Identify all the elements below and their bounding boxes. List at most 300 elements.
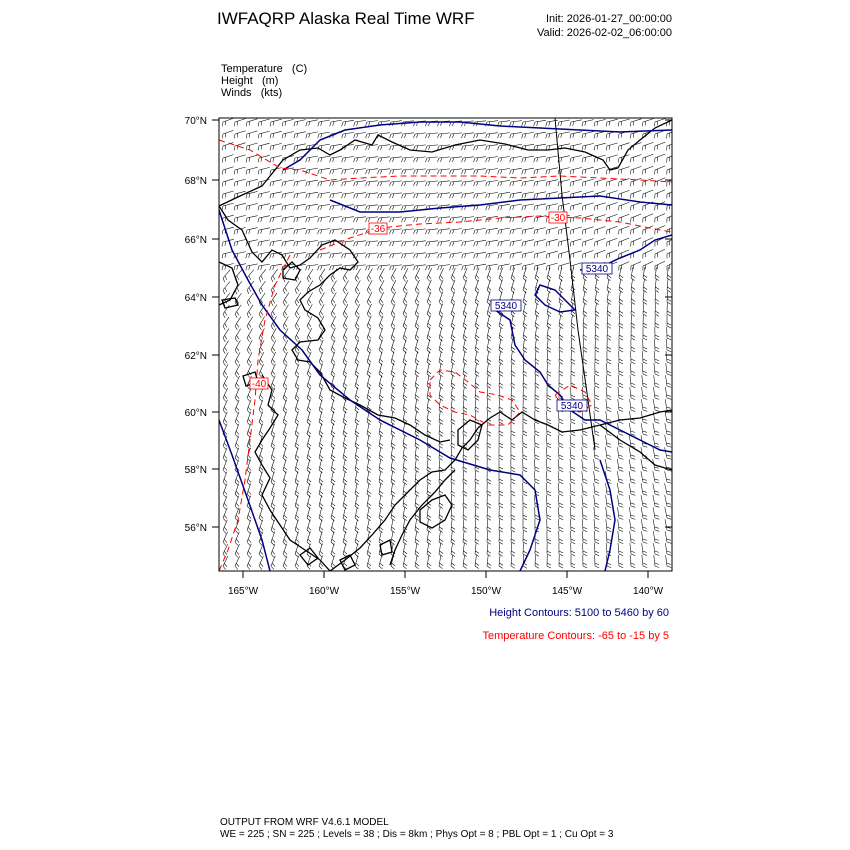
wind-barb xyxy=(235,532,239,546)
wind-barb xyxy=(546,204,558,211)
wind-barb xyxy=(451,411,455,424)
wind-barb xyxy=(475,292,479,306)
wind-barb xyxy=(499,483,503,496)
wind-barb xyxy=(487,531,491,544)
wind-barb xyxy=(570,507,575,520)
wind-barb xyxy=(270,180,282,187)
wind-barb xyxy=(331,459,335,473)
wind-barb xyxy=(283,508,287,522)
wind-barb xyxy=(498,264,510,270)
wind-barb xyxy=(653,495,659,507)
wind-barb xyxy=(415,399,419,413)
wind-barb xyxy=(570,435,575,448)
wind-barb xyxy=(415,447,419,460)
wind-barb xyxy=(271,532,275,546)
wind-barb xyxy=(667,327,671,340)
wind-barb xyxy=(401,181,414,186)
wind-barb xyxy=(486,228,498,234)
wind-barb xyxy=(462,252,474,258)
wind-barb xyxy=(318,192,330,198)
wind-barb xyxy=(534,168,546,174)
wind-barb xyxy=(653,423,659,435)
wind-barb xyxy=(475,531,479,544)
wind-barb xyxy=(450,265,462,271)
wind-barb xyxy=(534,180,546,186)
wind-barb xyxy=(486,145,498,151)
wind-barb xyxy=(366,181,378,186)
wind-barb xyxy=(331,471,335,485)
wind-barb xyxy=(570,263,581,271)
wind-barb xyxy=(583,327,587,340)
wind-barb xyxy=(619,226,630,234)
wind-barb xyxy=(307,423,311,437)
wind-barb xyxy=(535,351,539,364)
wind-barb xyxy=(654,363,659,376)
wind-barb xyxy=(294,192,306,198)
wind-barb xyxy=(391,471,395,485)
wind-barb xyxy=(270,192,282,199)
wind-barb xyxy=(425,181,438,186)
wind-barb xyxy=(630,155,641,163)
wind-barb xyxy=(451,423,455,436)
wind-barb xyxy=(653,483,660,495)
wind-barb xyxy=(535,459,540,472)
wind-barb xyxy=(283,496,287,510)
wind-barb xyxy=(235,496,239,510)
wind-barb xyxy=(331,423,335,437)
wind-barb xyxy=(318,217,330,223)
lon-label: 155°W xyxy=(389,586,421,597)
wind-barb xyxy=(391,459,395,473)
wind-barb xyxy=(499,327,503,341)
wind-barb xyxy=(534,120,546,126)
wind-barb xyxy=(425,157,438,162)
wind-barb xyxy=(463,399,467,412)
wind-barb xyxy=(355,423,359,437)
wind-barb xyxy=(582,435,587,448)
wind-barb xyxy=(570,227,581,234)
wind-barb xyxy=(427,339,431,353)
wind-barb xyxy=(655,154,666,163)
wind-barb xyxy=(535,303,539,317)
wind-barb xyxy=(415,375,419,389)
wind-barb xyxy=(427,543,431,556)
wind-barb xyxy=(582,251,593,259)
wind-barb xyxy=(389,169,402,174)
wind-barb xyxy=(401,133,414,138)
wind-barb xyxy=(294,132,306,139)
wind-barb xyxy=(486,133,498,139)
wind-barb xyxy=(353,229,366,234)
wind-barb xyxy=(318,229,330,235)
wind-barb xyxy=(365,253,378,258)
wind-barb xyxy=(558,483,563,496)
wind-barb xyxy=(474,240,486,246)
wind-barb xyxy=(559,363,563,376)
wind-barb xyxy=(594,227,605,235)
wind-barb xyxy=(401,205,414,210)
wind-barb xyxy=(343,411,347,425)
wind-barb xyxy=(510,168,522,174)
wind-barb xyxy=(247,424,251,438)
wind-barb xyxy=(379,375,383,389)
wind-barb xyxy=(427,447,431,460)
wind-barb xyxy=(606,387,611,400)
wind-barb xyxy=(463,483,467,496)
wind-barb xyxy=(427,423,431,436)
wind-barb xyxy=(342,132,354,138)
wind-barb xyxy=(511,423,515,436)
wind-barb xyxy=(307,483,311,497)
wind-barb xyxy=(535,555,539,568)
wind-barb xyxy=(331,483,335,497)
wind-barb xyxy=(294,228,306,234)
wind-barb xyxy=(667,303,671,316)
wind-barb xyxy=(355,411,359,425)
wind-barb xyxy=(631,339,635,352)
wind-barb xyxy=(331,352,335,366)
wind-barb xyxy=(355,292,360,305)
wind-barb xyxy=(295,328,300,342)
wind-barb xyxy=(619,327,623,340)
wind-barb xyxy=(643,279,647,292)
wind-barb xyxy=(306,180,318,186)
wind-barb xyxy=(667,267,671,280)
wind-barb xyxy=(439,411,443,424)
wind-barb xyxy=(487,327,491,341)
wind-barb xyxy=(270,228,282,234)
wind-barb xyxy=(330,229,342,235)
wind-barb xyxy=(427,351,431,365)
wind-barb xyxy=(367,363,371,377)
wind-barb xyxy=(391,363,395,377)
wind-barb xyxy=(617,483,623,495)
wind-barb xyxy=(403,268,408,281)
wind-barb xyxy=(583,555,587,568)
wind-barb xyxy=(306,229,318,235)
temperature-label: -40 xyxy=(251,379,267,390)
wind-barb xyxy=(462,229,474,235)
wind-barb xyxy=(665,387,671,399)
wind-barb xyxy=(353,265,366,270)
wind-barb xyxy=(271,340,276,353)
wind-barb xyxy=(643,267,647,281)
wind-barb xyxy=(439,507,443,520)
wind-barb xyxy=(570,239,581,247)
wind-barb xyxy=(511,351,515,364)
wind-barb xyxy=(283,352,288,366)
wind-barb xyxy=(582,227,593,235)
wind-barb xyxy=(535,435,540,448)
wind-barb xyxy=(522,156,534,162)
wind-barb xyxy=(307,507,311,521)
wind-barb xyxy=(331,507,335,521)
wind-barb xyxy=(641,399,647,411)
wind-barb xyxy=(427,280,431,294)
wind-barb xyxy=(354,157,366,163)
wind-barb xyxy=(559,375,563,388)
field-height: Height (m) xyxy=(221,75,279,87)
wind-barb xyxy=(475,303,479,317)
wind-barb xyxy=(355,519,359,533)
wind-barb xyxy=(655,214,665,223)
wind-barb xyxy=(343,269,349,282)
wind-barb xyxy=(377,181,390,186)
wind-barb xyxy=(307,447,311,461)
wind-barb xyxy=(594,119,606,126)
wind-barb xyxy=(283,459,287,473)
wind-barb xyxy=(355,352,359,366)
wind-barb xyxy=(523,519,527,532)
wind-barb xyxy=(475,363,479,376)
wind-barb xyxy=(666,339,671,352)
wind-barb xyxy=(295,483,299,497)
wind-barb xyxy=(379,435,383,448)
wind-barb xyxy=(367,280,372,293)
wind-barb xyxy=(403,507,407,520)
wind-barb xyxy=(247,352,252,365)
wind-barb xyxy=(295,556,299,570)
wind-barb xyxy=(355,375,359,389)
wind-barb xyxy=(235,376,240,390)
wind-barb xyxy=(223,376,228,389)
wind-barb xyxy=(403,363,407,377)
wind-barb xyxy=(437,193,450,198)
wind-barb xyxy=(247,472,251,486)
wind-barb xyxy=(330,181,342,187)
alaska-peninsula xyxy=(390,470,455,565)
wind-barb xyxy=(499,363,503,376)
wind-barb xyxy=(547,303,551,317)
wind-barb xyxy=(547,531,551,544)
wind-barb xyxy=(631,291,635,304)
wind-barb xyxy=(607,363,612,376)
wind-barb xyxy=(523,327,527,341)
wind-barb xyxy=(247,484,251,498)
wind-barb xyxy=(474,228,486,234)
wind-barb xyxy=(595,327,599,340)
wind-barb xyxy=(582,471,587,483)
wind-barb xyxy=(377,205,390,210)
wind-barb xyxy=(498,180,510,186)
wind-barb xyxy=(486,204,498,210)
wind-barb xyxy=(522,180,534,186)
wind-barb xyxy=(619,291,623,304)
wind-barb xyxy=(463,292,467,306)
wind-barb xyxy=(665,411,671,423)
wind-barb xyxy=(223,412,227,426)
wind-barb xyxy=(487,292,491,306)
wind-barb xyxy=(630,531,636,543)
wind-barb xyxy=(379,292,384,305)
wind-barb xyxy=(630,119,641,127)
wind-barb xyxy=(487,375,491,388)
wind-barb xyxy=(318,168,330,174)
wind-barb xyxy=(319,340,323,354)
wind-barb xyxy=(558,132,570,138)
wind-barb xyxy=(343,471,347,485)
wind-barb xyxy=(618,399,623,411)
wind-barb xyxy=(271,460,275,474)
wind-barb xyxy=(511,447,515,460)
wind-barb xyxy=(259,352,264,365)
lat-label: 70°N xyxy=(184,116,207,127)
wind-barb xyxy=(247,317,253,330)
wind-barb xyxy=(571,363,575,376)
wind-barb xyxy=(247,400,251,414)
wind-barb xyxy=(474,217,486,223)
wind-barb xyxy=(547,339,551,352)
wind-barb xyxy=(450,241,462,247)
wind-barb xyxy=(486,181,498,187)
model-footer xyxy=(220,817,613,841)
wind-barb xyxy=(437,133,450,138)
wind-barb xyxy=(331,531,335,545)
wind-barb xyxy=(546,483,551,496)
wind-barb xyxy=(594,167,605,174)
wind-barb xyxy=(427,304,431,318)
wind-barb xyxy=(353,217,366,222)
wind-barb xyxy=(439,351,443,365)
wind-barb xyxy=(558,263,569,271)
wind-barb xyxy=(258,192,270,199)
wind-barb xyxy=(282,132,294,139)
wind-barb xyxy=(319,519,323,533)
wind-barb xyxy=(511,519,515,532)
wind-barb xyxy=(643,166,654,174)
wind-barb xyxy=(295,447,299,461)
wind-barb xyxy=(618,555,623,568)
wind-barb xyxy=(499,351,503,364)
wind-barb xyxy=(463,387,467,400)
wind-barb xyxy=(510,204,522,210)
wind-barb xyxy=(367,459,371,473)
wind-barb xyxy=(235,364,240,378)
wind-barb xyxy=(403,555,407,569)
wind-barb xyxy=(343,483,347,497)
wind-barb xyxy=(607,250,618,258)
wind-barb xyxy=(463,519,467,532)
wind-barb xyxy=(606,203,617,211)
wind-barb xyxy=(283,484,287,498)
wind-barb xyxy=(223,270,230,282)
wind-barb xyxy=(451,399,455,412)
wind-barb xyxy=(605,459,611,471)
wind-barb xyxy=(438,241,450,247)
lon-label: 160°W xyxy=(308,586,340,597)
wind-barb xyxy=(618,507,624,519)
wind-barb xyxy=(283,340,288,353)
wind-barb xyxy=(222,191,233,198)
wind-barb xyxy=(439,316,443,330)
wind-barb xyxy=(425,193,438,198)
wind-barb xyxy=(427,483,431,496)
wind-barb xyxy=(474,193,486,199)
wind-barb xyxy=(427,411,431,424)
lon-label: 145°W xyxy=(551,586,583,597)
wind-barb xyxy=(631,327,635,340)
wind-barb xyxy=(415,280,420,294)
wind-barb xyxy=(510,252,522,258)
wind-barb xyxy=(389,241,402,246)
wind-barb xyxy=(665,543,671,555)
wind-barb xyxy=(354,193,366,199)
wind-barb xyxy=(654,375,660,387)
lon-label: 140°W xyxy=(632,586,664,597)
wind-barb xyxy=(355,531,359,545)
wind-barb xyxy=(439,531,443,544)
wind-barb xyxy=(367,423,371,437)
wind-barb xyxy=(270,119,282,126)
wind-barb xyxy=(630,375,635,388)
wind-barb xyxy=(582,495,587,508)
wind-barb xyxy=(354,145,366,151)
wind-barb xyxy=(306,132,318,138)
wind-barb xyxy=(582,447,587,460)
lat-label: 56°N xyxy=(184,523,207,534)
wind-barb xyxy=(377,217,390,222)
wind-barb xyxy=(462,181,474,187)
wind-barb xyxy=(283,293,289,306)
wind-barb xyxy=(571,543,575,556)
model-version: OUTPUT FROM WRF V4.6.1 MODEL xyxy=(220,817,389,828)
wind-barb xyxy=(546,227,558,234)
wind-barb xyxy=(378,145,390,151)
wind-barb xyxy=(415,387,419,401)
wind-barb xyxy=(403,340,407,354)
wind-barb xyxy=(463,471,467,484)
wind-barb xyxy=(306,216,318,222)
wind-barb xyxy=(403,543,407,557)
latitude-labels xyxy=(185,116,207,534)
wind-barb xyxy=(450,229,462,235)
wind-barb xyxy=(343,328,347,342)
wind-barb xyxy=(259,496,263,510)
wind-barb xyxy=(283,269,290,282)
wind-barb xyxy=(523,303,527,317)
wind-barb xyxy=(379,555,383,569)
wind-barb xyxy=(390,133,402,138)
wind-barb xyxy=(403,387,407,401)
wind-barb xyxy=(499,495,503,508)
yukon-delta xyxy=(255,375,330,571)
wind-barb xyxy=(389,205,402,210)
wind-barb xyxy=(570,495,575,508)
wind-barb xyxy=(643,327,647,340)
wind-barb xyxy=(247,508,251,522)
wind-barb xyxy=(427,507,431,520)
wind-barb xyxy=(486,252,498,258)
wind-barb xyxy=(355,387,359,401)
wind-barb xyxy=(319,304,324,317)
wind-barb xyxy=(630,387,635,399)
wind-barb xyxy=(486,169,498,175)
wind-barb xyxy=(307,269,313,282)
wind-barb xyxy=(427,531,431,545)
wind-barb xyxy=(247,412,251,426)
wind-barb xyxy=(415,351,419,365)
wind-barb xyxy=(331,399,335,413)
wind-barb xyxy=(607,339,611,352)
wind-barb xyxy=(523,483,527,496)
wind-barb xyxy=(379,363,383,377)
wind-barb xyxy=(259,317,265,330)
wind-barb xyxy=(294,120,306,127)
wind-barb xyxy=(582,167,594,174)
wind-barb xyxy=(606,531,611,544)
wind-barb xyxy=(223,388,228,402)
wind-barb xyxy=(499,315,503,329)
